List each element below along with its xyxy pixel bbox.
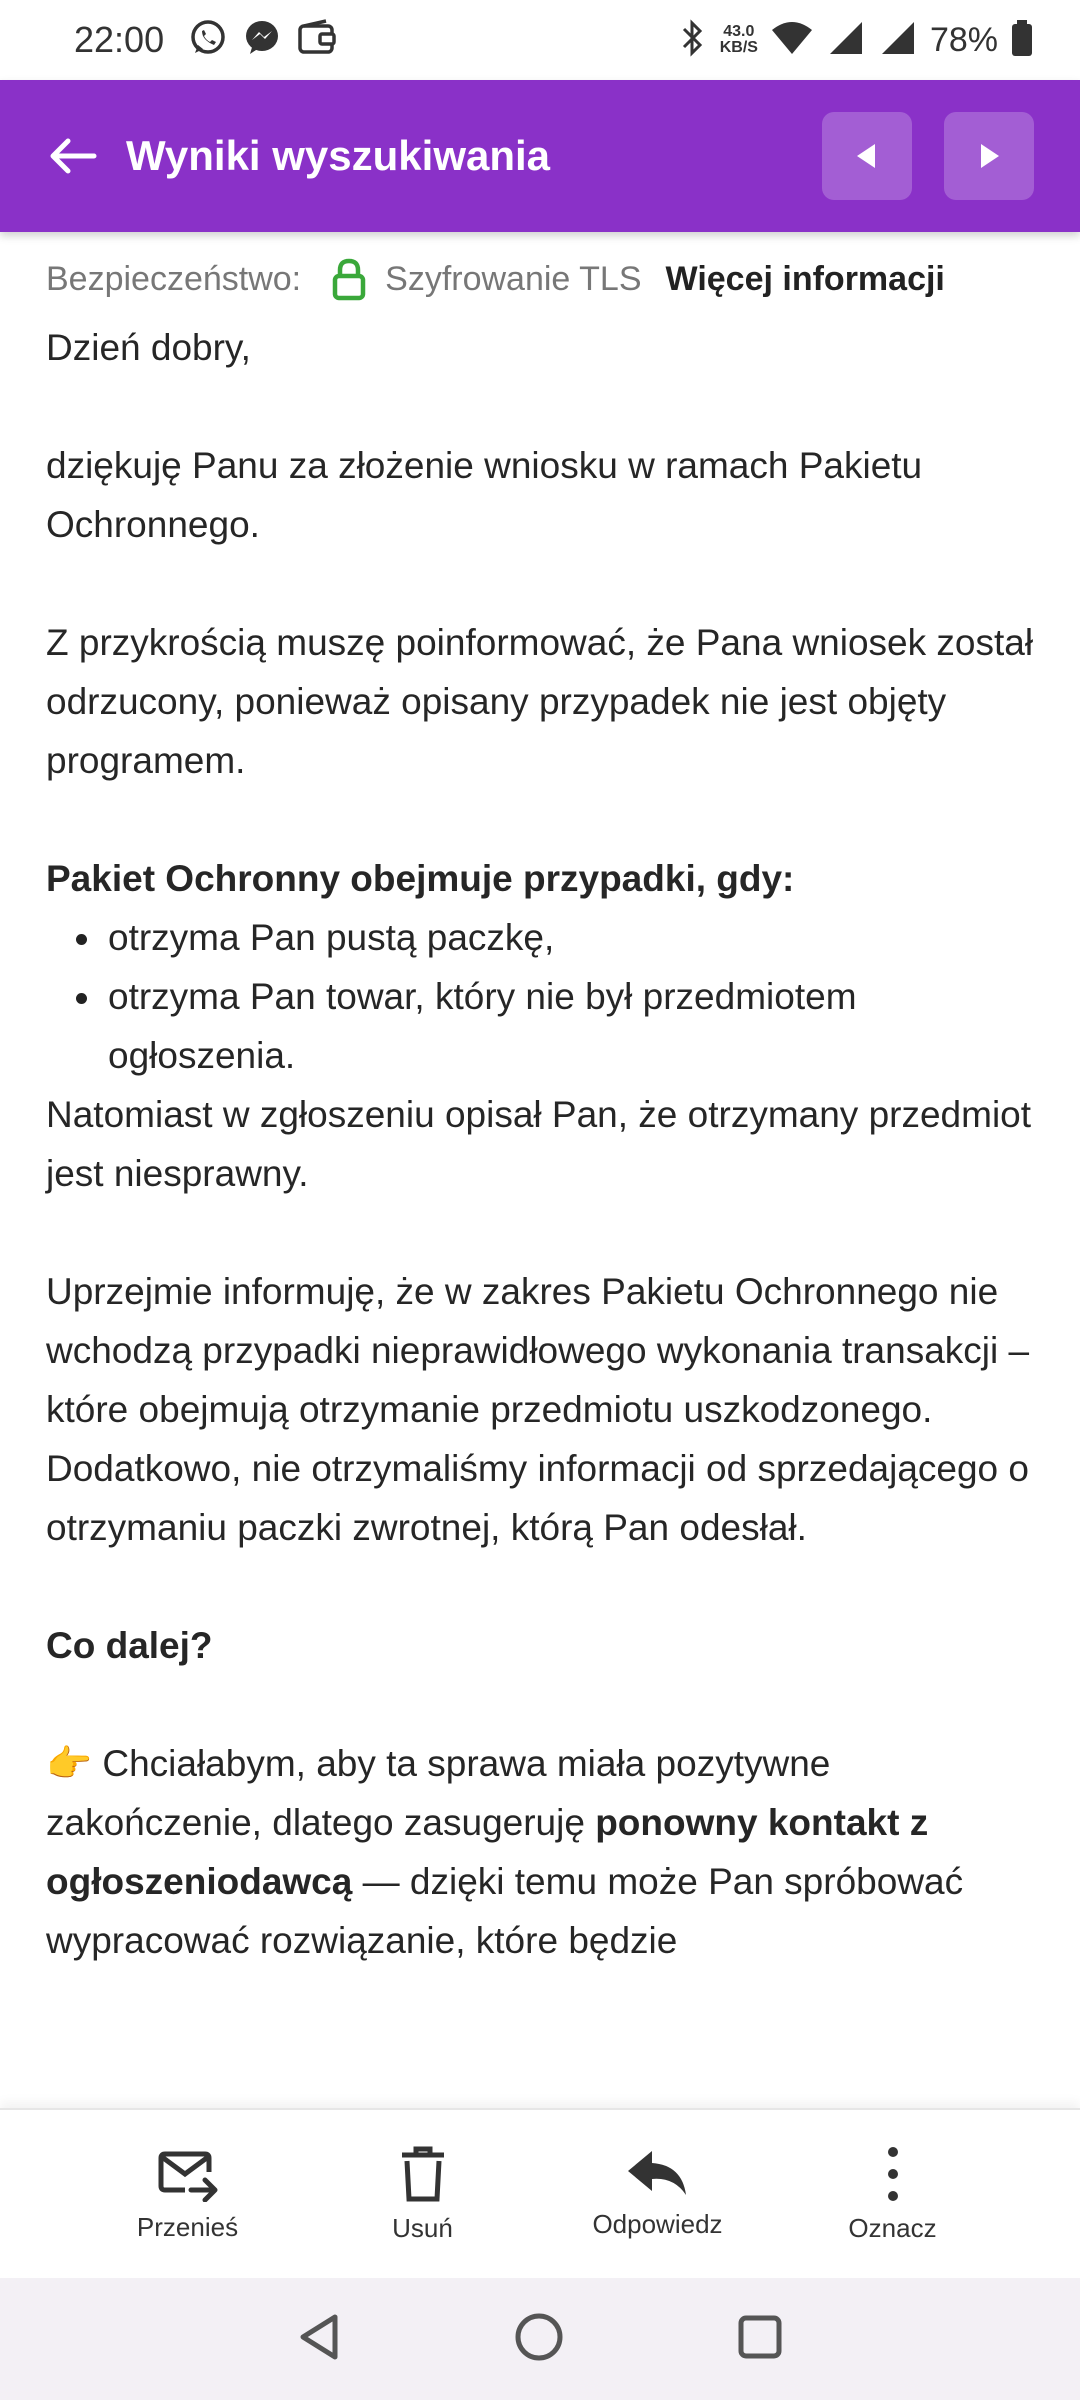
wifi-icon [770,18,814,63]
move-mail-icon [157,2146,219,2202]
more-info-link[interactable]: Więcej informacji [665,259,945,298]
next-steps-heading: Co dalej? [46,1625,213,1666]
paragraph-5-end: — dzięki temu może Pan spróbować wypracować rozwiązanie, które będzie [46,1861,964,1961]
pointing-hand-emoji: 👉 [46,1743,93,1784]
speed-unit: KB/S [719,39,758,56]
messenger-icon [242,18,282,63]
triangle-right-icon [974,141,1004,171]
app-bar [0,80,1080,232]
move-button[interactable] [70,2110,305,2278]
message-action-bar [0,2108,1080,2278]
reply-button[interactable] [540,2110,775,2278]
status-bar [0,0,1080,80]
paragraph-5 [46,1734,1046,1970]
list-item: otrzyma Pan towar, który nie był przedmiotem ogłoszenia. [46,967,1046,1085]
reply-arrow-icon [626,2149,690,2199]
paragraph-5-start: Chciałabym, aby ta sprawa miała pozytywne zakończenie, dlatego zasugeruję [46,1743,831,1843]
triangle-back-icon [295,2311,343,2363]
nav-back-button[interactable] [295,2311,343,2368]
paragraph-4: Uprzejmie informuję, że w zakres Pakietu Ochronnego nie wchodzą przypadki nieprawidłowego wykonania transakcji – które obejmują otrzymanie przedmiotu uszkodzonego. Dodatkowo, nie otrzymaliśmy informacji od sprzedającego o otrzymaniu paczki zwrotnej, którą Pan odesłał. [46,1271,1030,1548]
square-recents-icon [735,2312,785,2362]
email-body [46,318,1046,1970]
circle-home-icon [513,2311,565,2363]
delete-button[interactable] [305,2110,540,2278]
move-label: Przenieś [136,2211,239,2242]
coverage-heading: Pakiet Ochronny obejmuje przypadki, gdy: [46,858,795,899]
lock-icon [331,257,367,301]
security-info [46,254,1034,304]
network-speed [720,24,758,56]
battery-level: 78% [929,20,998,59]
status-time: 22:00 [74,19,165,60]
mark-button[interactable] [775,2110,1010,2278]
back-button[interactable] [46,129,100,183]
delete-label: Usuń [392,2212,453,2243]
coverage-list [46,908,1046,1085]
paragraph-1: dziękuję Panu za złożenie wniosku w ramach Pakietu Ochronnego. [46,445,923,545]
battery-icon [1010,18,1034,63]
nav-home-button[interactable] [513,2311,565,2368]
paragraph-5-bold: ponowny kontakt z ogłoszeniodawcą [46,1802,929,1902]
greeting: Dzień dobry, [46,327,251,368]
security-label: Bezpieczeństwo: [46,259,302,298]
list-item: otrzyma Pan pustą paczkę, [46,908,1046,967]
trash-icon [398,2145,448,2203]
mark-label: Oznacz [848,2212,937,2243]
next-message-button[interactable] [944,112,1034,200]
signal-icon-2 [878,18,918,63]
nav-recents-button[interactable] [735,2312,785,2367]
paragraph-2: Z przykrością muszę poinformować, że Pana wniosek został odrzucony, ponieważ opisany przypadek nie jest objęty programem. [46,622,1034,781]
notification-icons [188,18,338,63]
speed-value: 43.0 [723,23,755,40]
more-vertical-icon [883,2145,903,2203]
bluetooth-icon [678,18,708,63]
wallet-icon [296,18,338,63]
previous-message-button[interactable] [822,112,912,200]
system-navigation-bar [0,2278,1080,2400]
page-title: Wyniki wyszukiwania [126,132,551,179]
paragraph-3: Natomiast w zgłoszeniu opisał Pan, że otrzymany przedmiot jest niesprawny. [46,1094,1032,1194]
whatsapp-icon [188,18,228,63]
signal-icon [826,18,866,63]
arrow-left-icon [48,136,98,176]
status-right [678,18,1034,63]
reply-label: Odpowiedz [592,2208,723,2239]
security-value: Szyfrowanie TLS [385,259,642,298]
triangle-left-icon [852,141,882,171]
